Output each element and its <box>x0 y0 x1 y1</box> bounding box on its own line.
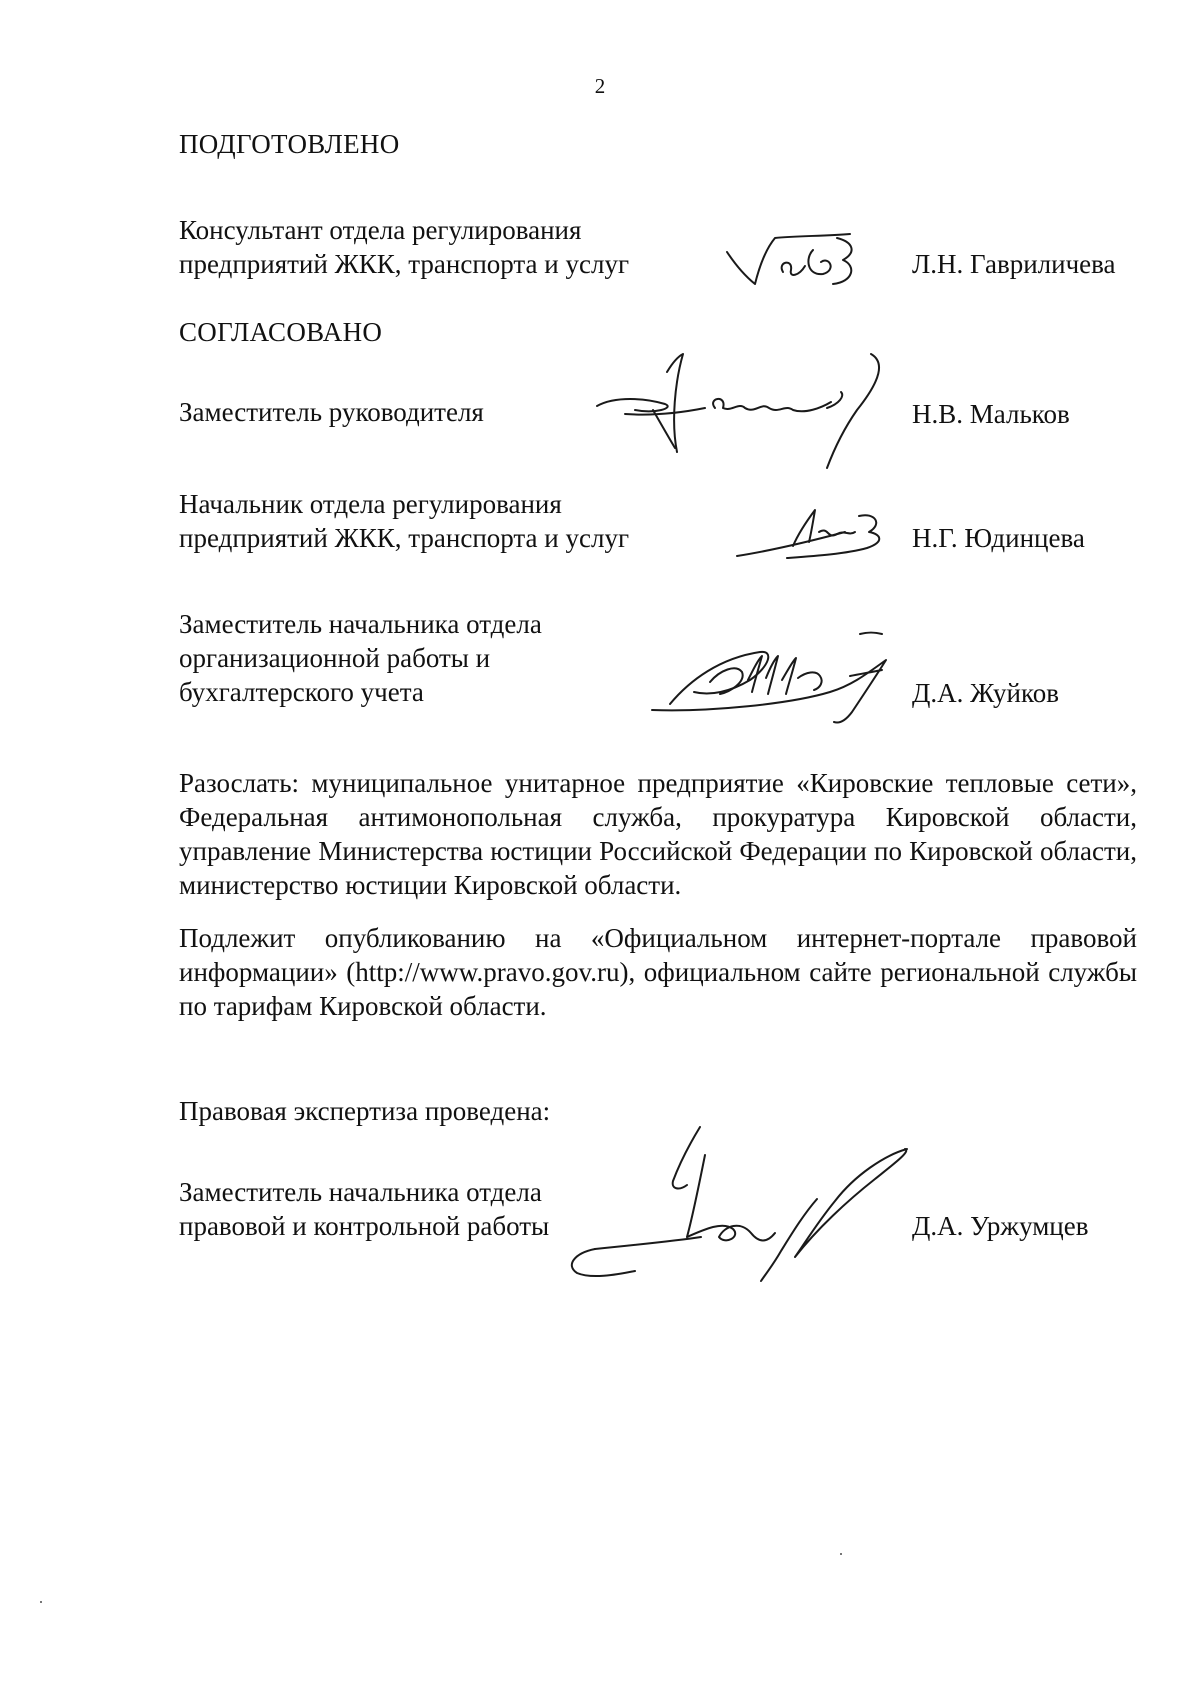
agreed-signer-2-position-line-2: предприятий ЖКК, транспорта и услуг <box>179 523 630 553</box>
prepared-signer-name: Л.Н. Гавриличева <box>912 249 1116 279</box>
prepared-heading: ПОДГОТОВЛЕНО <box>179 129 400 159</box>
signature-malkov <box>595 352 895 477</box>
agreed-signer-3-position-line-1: Заместитель начальника отдела <box>179 609 542 639</box>
agreed-signer-3-position-line-2: организационной работы и <box>179 643 491 673</box>
signature-zhuikov <box>650 630 920 735</box>
signature-yudintseva <box>735 502 895 567</box>
distribution-paragraph: Разослать: муниципальное унитарное предприятие «Кировские тепловые сети», Федеральная антимонопольная служба, прокуратура Кировской области, управление Министерства юстиции Российской Федерации по Кировской области, министерство юстиции Кировской области. <box>179 768 1137 900</box>
legal-review-position-line-1: Заместитель начальника отдела <box>179 1177 542 1207</box>
signature-urzhumtsev <box>555 1125 915 1290</box>
scan-speck <box>840 1553 842 1555</box>
prepared-position-line-1: Консультант отдела регулирования <box>179 215 582 245</box>
legal-review-signer-name: Д.А. Уржумцев <box>912 1211 1089 1241</box>
scan-speck <box>40 1601 42 1603</box>
agreed-signer-2-position-line-1: Начальник отдела регулирования <box>179 489 562 519</box>
page-number: 2 <box>594 74 606 98</box>
legal-review-position-line-2: правовой и контрольной работы <box>179 1211 550 1241</box>
agreed-signer-3-name: Д.А. Жуйков <box>912 678 1059 708</box>
agreed-signer-1-position: Заместитель руководителя <box>179 397 484 427</box>
agreed-heading: СОГЛАСОВАНО <box>179 317 383 347</box>
publication-paragraph: Подлежит опубликованию на «Официальном интернет-портале правовой информации» (http://www.pravo.gov.ru), официальном сайте региональной службы по тарифам Кировской области. <box>179 923 1137 1021</box>
legal-review-label: Правовая экспертиза проведена: <box>179 1096 551 1126</box>
signature-gavrilicheva <box>725 232 865 297</box>
agreed-signer-3-position-line-3: бухгалтерского учета <box>179 677 424 707</box>
agreed-signer-2-name: Н.Г. Юдинцева <box>912 523 1085 553</box>
prepared-position-line-2: предприятий ЖКК, транспорта и услуг <box>179 249 630 279</box>
agreed-signer-1-name: Н.В. Мальков <box>912 399 1070 429</box>
